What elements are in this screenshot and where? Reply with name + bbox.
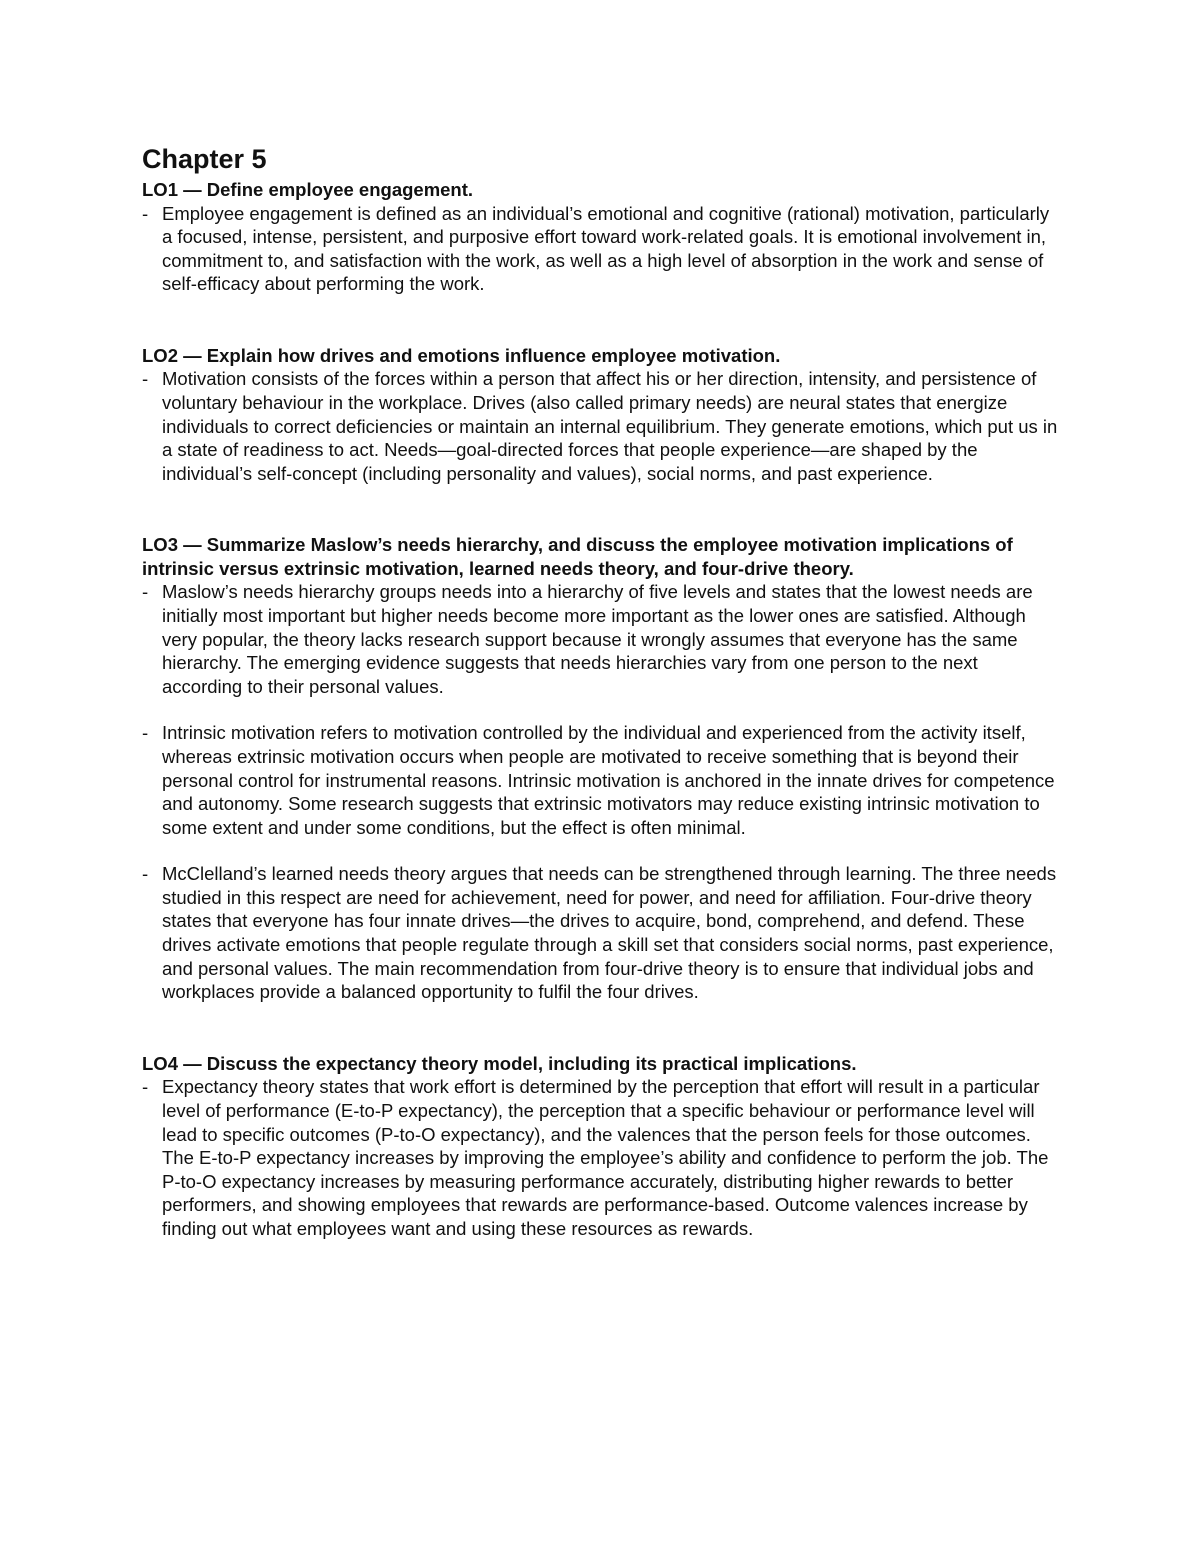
bullet-item: [142, 1075, 1060, 1240]
bullet-marker: -: [142, 722, 149, 744]
bullet-marker: -: [142, 368, 149, 390]
section-lo4: [142, 1052, 1060, 1241]
section-lo2: [142, 344, 1060, 485]
bullet-text: Motivation consists of the forces within a person that affect his or her direction, intensity, and persistence of voluntary behaviour in the workplace. Drives (also called primary needs) are neural states that energize individuals to correct deficiencies or maintain an internal equilibrium. They generate emotions, which put us in a state of readiness to act. Needs—goal-directed forces that people experience—are shaped by the individual’s self-concept (including personality and values), social norms, and past experience.: [162, 368, 1058, 484]
section-lo1: [142, 178, 1060, 296]
bullet-marker: -: [142, 863, 149, 885]
bullet-item: [142, 721, 1060, 839]
bullet-marker: -: [142, 581, 149, 603]
bullet-list: [142, 367, 1060, 485]
bullet-item: [142, 202, 1060, 296]
bullet-text: Maslow’s needs hierarchy groups needs into a hierarchy of five levels and states that the lowest needs are initially most important but higher needs become more important as the lower ones are satisfied. Although very popular, the theory lacks research support because it wrongly assumes that everyone has the same hierarchy. The emerging evidence suggests that needs hierarchies vary from one person to the next according to their personal values.: [162, 581, 1033, 697]
bullet-text: Intrinsic motivation refers to motivation controlled by the individual and experienced from the activity itself, whereas extrinsic motivation occurs when people are motivated to receive something that is beyond their personal control for instrumental reasons. Intrinsic motivation is anchored in the innate drives for competence and autonomy. Some research suggests that extrinsic motivators may reduce existing intrinsic motivation to some extent and under some conditions, but the effect is often minimal.: [162, 722, 1055, 838]
bullet-list: [142, 202, 1060, 296]
bullet-item: [142, 367, 1060, 485]
section-heading: LO1 — Define employee engagement.: [142, 179, 474, 200]
section-heading: LO2 — Explain how drives and emotions influence employee motivation.: [142, 344, 781, 366]
bullet-list: [142, 580, 1060, 1004]
bullet-text: Expectancy theory states that work effort is determined by the perception that effort will result in a particular level of performance (E-to-P expectancy), the perception that a specific behaviour or performance level will lead to specific outcomes (P-to-O expectancy), and the valences that the person feels for those outcomes. The E-to-P expectancy increases by improving the employee’s ability and confidence to perform the job. The P-to-O expectancy increases by measuring performance accurately, distributing higher rewards to better performers, and showing employees that rewards are performance-based. Outcome valences increase by finding out what employees want and using these resources as rewards.: [162, 1076, 1049, 1239]
bullet-text: McClelland’s learned needs theory argues that needs can be strengthened through learning. The three needs studied in this respect are need for achievement, need for power, and need for affiliation. Four-drive theory states that everyone has four innate drives—the drives to acquire, bond, comprehend, and defend. These drives activate emotions that people regulate through a skill set that considers social norms, past experience, and personal values. The main recommendation from four-drive theory is to ensure that individual jobs and workplaces provide a balanced opportunity to fulfil the four drives.: [162, 863, 1057, 1003]
bullet-item: [142, 580, 1060, 698]
chapter-title: Chapter 5: [142, 144, 267, 174]
section-heading: LO3 — Summarize Maslow’s needs hierarchy, and discuss the employee motivation implications of intrinsic versus extrinsic motivation, learned needs theory, and four-drive theory.: [142, 534, 1013, 579]
bullet-marker: -: [142, 1076, 149, 1098]
bullet-list: [142, 1075, 1060, 1240]
section-lo3: [142, 533, 1060, 1004]
section-heading: LO4 — Discuss the expectancy theory model, including its practical implications.: [142, 1052, 857, 1074]
document-page: [142, 140, 1060, 1241]
bullet-text: Employee engagement is defined as an individual’s emotional and cognitive (rational) motivation, particularly a focused, intense, persistent, and purposive effort toward work-related goals. It is emotional involvement in, commitment to, and satisfaction with the work, as well as a high level of absorption in the work and sense of self-efficacy about performing the work.: [162, 202, 1050, 295]
bullet-marker: -: [142, 202, 149, 224]
bullet-item: [142, 862, 1060, 1004]
